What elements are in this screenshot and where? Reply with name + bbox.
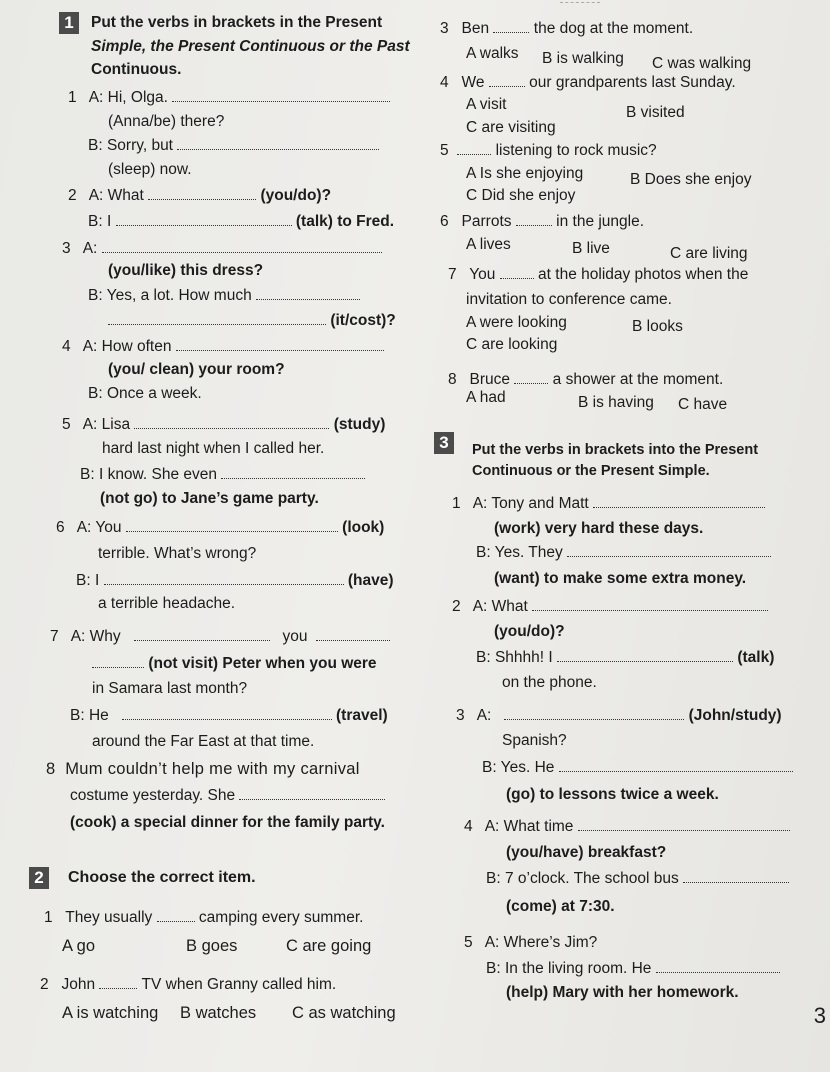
answer-blank[interactable] — [108, 312, 326, 325]
ex3-q1-b-line2: (want) to make some extra money. — [494, 570, 747, 587]
ex1-q2-a-line: 2 A: What (you/do)? — [68, 187, 332, 204]
ex1-q6-b-line: B: I (have) — [76, 572, 394, 589]
answer-blank[interactable] — [256, 287, 360, 300]
ex3-q1-a-line: 1 A: Tony and Matt — [452, 495, 765, 513]
ex1-q5-b-line2: (not go) to Jane’s game party. — [100, 490, 319, 507]
answer-blank[interactable] — [239, 787, 385, 800]
ex2-q2-line: 2 John TV when Granny called him. — [40, 976, 337, 993]
ex1-q7-a-line2: (not visit) Peter when you were — [92, 655, 377, 673]
ex1-q7-a-line3: in Samara last month? — [92, 680, 248, 697]
ex3-q1-b-line: B: Yes. They — [476, 544, 771, 562]
answer-blank[interactable] — [116, 213, 292, 226]
answer-blank[interactable] — [157, 909, 195, 922]
ex2-q2-option-c[interactable]: C as watching — [292, 1004, 396, 1022]
ex1-q4-a-line: 4 A: How often — [62, 338, 384, 356]
ex3-q3-a-line2: Spanish? — [502, 732, 567, 749]
ex1-q5-a-line2: hard last night when I called her. — [102, 440, 325, 457]
answer-blank[interactable] — [104, 572, 344, 585]
ex2-q8-option-c[interactable]: C have — [678, 396, 728, 413]
ex1-q5-a-line: 5 A: Lisa (study) — [62, 416, 386, 433]
right-column — [420, 0, 830, 1072]
exercise-3-title-line1: Put the verbs in brackets into the Present — [472, 442, 759, 458]
ex2-q5-option-a[interactable]: A Is she enjoying — [466, 165, 584, 182]
ex1-q4-b-line: B: Once a week. — [88, 385, 202, 402]
answer-blank[interactable] — [532, 598, 768, 611]
answer-blank[interactable] — [122, 707, 332, 720]
answer-blank[interactable] — [134, 628, 270, 641]
answer-blank[interactable] — [504, 707, 684, 720]
ex2-q5-line: 5 listening to rock music? — [440, 142, 657, 159]
ex1-q3-b-line2: (it/cost)? — [108, 312, 396, 330]
ex2-q4-option-b[interactable]: B visited — [626, 104, 685, 121]
ex1-q4-a-line2: (you/ clean) your room? — [108, 361, 285, 378]
ex3-q2-b-line2: on the phone. — [502, 674, 597, 691]
ex1-q2-b-line: B: I (talk) to Fred. — [88, 213, 395, 230]
ex3-q4-a-line2: (you/have) breakfast? — [506, 844, 667, 861]
question-number: 1 — [68, 89, 77, 106]
ex2-q3-line: 3 Ben the dog at the moment. — [440, 20, 694, 37]
exercise-3-title-line2: Continuous or the Present Simple. — [472, 463, 710, 479]
exercise-1-badge: 1 — [59, 12, 79, 34]
answer-blank[interactable] — [316, 628, 390, 641]
ex1-q1-a-line: 1 A: Hi, Olga. — [68, 89, 390, 107]
ex1-q6-b-line2: a terrible headache. — [98, 595, 236, 612]
ex1-q7-b-line: B: He (travel) — [70, 707, 388, 724]
ex3-q2-a-line2: (you/do)? — [494, 623, 565, 640]
answer-blank[interactable] — [177, 137, 379, 150]
ex1-q8-line2: costume yesterday. She — [70, 787, 385, 805]
ex3-q5-b-line: B: In the living room. He — [486, 960, 780, 978]
ex2-q3-option-c[interactable]: C was walking — [652, 55, 752, 72]
ex2-q7-option-c[interactable]: C are looking — [466, 336, 558, 353]
ex2-q6-option-a[interactable]: A lives — [466, 236, 511, 253]
ex3-q3-a-line: 3 A: (John/study) — [456, 707, 782, 724]
ex1-q6-a-line: 6 A: You (look) — [56, 519, 385, 536]
ex1-q1-b-line2: (sleep) now. — [108, 161, 192, 178]
answer-blank[interactable] — [500, 266, 534, 279]
ex3-q2-a-line: 2 A: What — [452, 598, 768, 616]
ex2-q1-line: 1 They usually camping every summer. — [44, 909, 364, 926]
answer-blank[interactable] — [126, 519, 338, 532]
ex3-q1-a-line2: (work) very hard these days. — [494, 520, 704, 537]
ex2-q4-option-a[interactable]: A visit — [466, 96, 507, 113]
ex2-q7-line: 7 You at the holiday photos when the — [448, 266, 749, 283]
ex3-q2-b-line: B: Shhhh! I (talk) — [476, 649, 775, 666]
answer-blank[interactable] — [221, 466, 365, 479]
exercise-2-badge: 2 — [29, 867, 49, 889]
ex3-q5-a-line: 5 A: Where’s Jim? — [464, 934, 598, 951]
ex3-q4-b-line: B: 7 o’clock. The school bus — [486, 870, 789, 888]
ex2-q8-line: 8 Bruce a shower at the moment. — [448, 371, 724, 388]
answer-blank[interactable] — [176, 338, 384, 351]
exercise-2-title: Choose the correct item. — [68, 869, 256, 886]
ex3-q3-b-line2: (go) to lessons twice a week. — [506, 786, 719, 803]
ex2-q3-option-b[interactable]: B is walking — [542, 50, 624, 67]
ex1-q1-a-line2: (Anna/be) there? — [108, 113, 225, 130]
ex2-q4-option-c[interactable]: C are visiting — [466, 119, 556, 136]
ex2-q7-option-b[interactable]: B looks — [632, 318, 683, 335]
answer-blank[interactable] — [148, 187, 256, 200]
answer-blank[interactable] — [516, 213, 552, 226]
answer-blank[interactable] — [514, 371, 548, 384]
answer-blank[interactable] — [559, 759, 793, 772]
ex2-q8-option-a[interactable]: A had — [466, 389, 506, 406]
answer-blank[interactable] — [457, 142, 491, 155]
answer-blank[interactable] — [172, 89, 390, 102]
ex2-q5-option-c[interactable]: C Did she enjoy — [466, 187, 576, 204]
answer-blank[interactable] — [593, 495, 765, 508]
ex1-q1-b-line: B: Sorry, but — [88, 137, 379, 155]
ex1-q5-b-line: B: I know. She even — [80, 466, 365, 484]
ex2-q6-option-c[interactable]: C are living — [670, 245, 748, 262]
exercise-1-title-line3: Continuous. — [91, 61, 182, 78]
ex2-q6-option-b[interactable]: B live — [572, 240, 610, 257]
answer-blank[interactable] — [578, 818, 790, 831]
ex1-q6-a-line2: terrible. What’s wrong? — [98, 545, 257, 562]
ex2-q7-line2: invitation to conference came. — [466, 291, 672, 308]
answer-blank[interactable] — [99, 976, 137, 989]
ex2-q7-option-a[interactable]: A were looking — [466, 314, 567, 331]
ex2-q1-option-c[interactable]: C are going — [286, 937, 372, 955]
ex1-q3-a-line: 3 A: — [62, 240, 382, 258]
answer-blank[interactable] — [567, 544, 771, 557]
answer-blank[interactable] — [102, 240, 382, 253]
ex1-q3-b-line: B: Yes, a lot. How much — [88, 287, 360, 305]
answer-blank[interactable] — [489, 74, 525, 87]
answer-blank[interactable] — [134, 416, 329, 429]
exercise-1-title-line1: Put the verbs in brackets in the Present — [91, 14, 383, 31]
ex2-q6-line: 6 Parrots in the jungle. — [440, 213, 645, 230]
ex3-q4-b-line2: (come) at 7:30. — [506, 898, 615, 915]
answer-blank[interactable] — [656, 960, 780, 973]
ex1-q7-b-line2: around the Far East at that time. — [92, 733, 315, 750]
ex3-q3-b-line: B: Yes. He — [482, 759, 793, 777]
ex1-q3-a-line2: (you/like) this dress? — [108, 262, 264, 279]
ex2-q4-line: 4 We our grandparents last Sunday. — [440, 74, 736, 91]
ex2-q5-option-b[interactable]: B Does she enjoy — [630, 171, 752, 188]
page-number: 3 — [813, 1003, 826, 1028]
exercise-3-badge: 3 — [434, 432, 454, 454]
ex1-q8-line3: (cook) a special dinner for the family party. — [70, 814, 385, 831]
answer-blank[interactable] — [493, 20, 529, 33]
ex2-q1-option-b[interactable]: B goes — [186, 937, 238, 955]
answer-blank[interactable] — [557, 649, 733, 662]
ex2-q2-option-b[interactable]: B watches — [180, 1004, 257, 1022]
ex2-q1-option-a[interactable]: A go — [62, 937, 96, 955]
ex1-q7-a-line: 7 A: Why you — [50, 628, 390, 646]
ex2-q8-option-b[interactable]: B is having — [578, 394, 654, 411]
ex2-q3-option-a[interactable]: A walks — [466, 45, 519, 62]
answer-blank[interactable] — [683, 870, 789, 883]
ex3-q5-b-line2: (help) Mary with her homework. — [506, 984, 739, 1001]
answer-blank[interactable] — [92, 655, 144, 668]
ex2-q2-option-a[interactable]: A is watching — [62, 1004, 159, 1022]
exercise-1-title-line2: Simple, the Present Continuous or the Past — [91, 38, 410, 55]
ex3-q4-a-line: 4 A: What time — [464, 818, 790, 836]
ex1-q8-line1: 8 Mum couldn’t help me with my carnival — [46, 760, 360, 778]
